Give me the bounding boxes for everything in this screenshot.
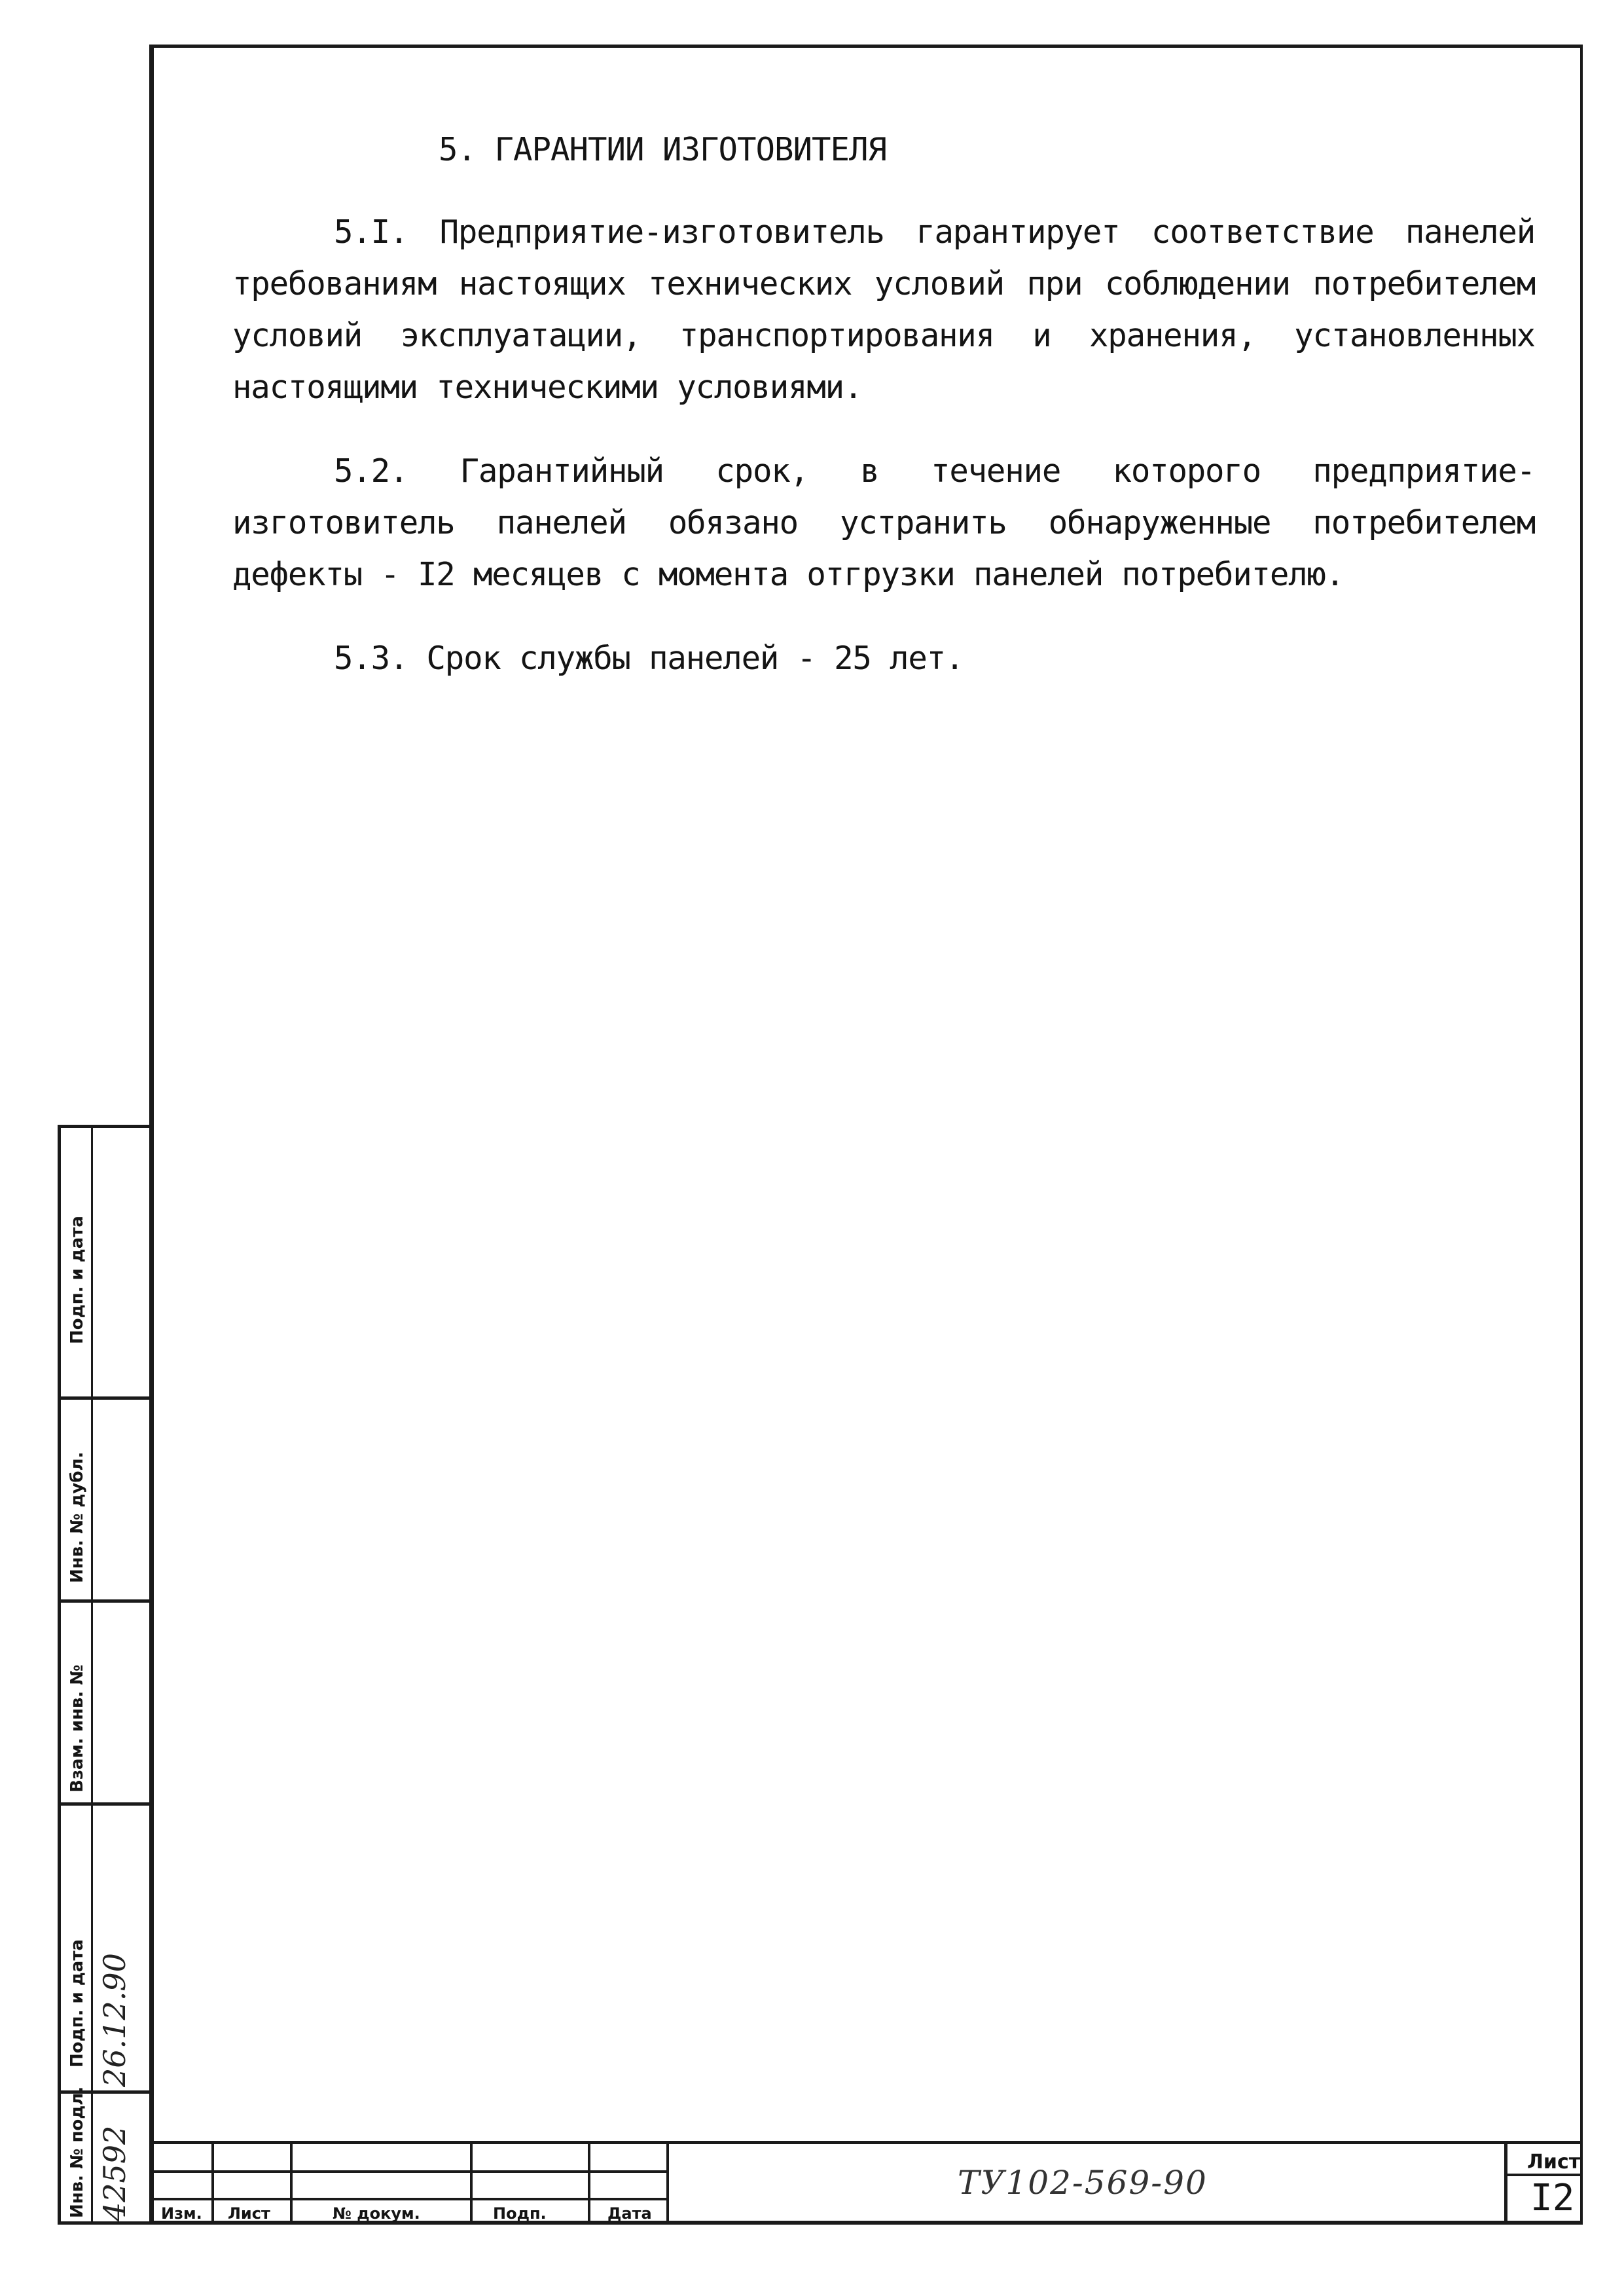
handwritten-date: 26.12.90 (97, 1953, 132, 2087)
tb-caption-date: Дата (607, 2204, 652, 2223)
side-label-sign-date-bottom: Подп. и дата (67, 1939, 87, 2068)
side-stamp-strip (58, 1125, 149, 2225)
sheet-label: Лист (1527, 2151, 1581, 2174)
section-heading: 5. ГАРАНТИИ ИЗГОТОВИТЕЛЯ (439, 131, 887, 168)
tb-divider (211, 2144, 214, 2225)
side-label-replace-inv: Взам. инв. № (67, 1664, 87, 1793)
tb-row-line (149, 2170, 666, 2173)
tb-divider (470, 2144, 473, 2225)
tb-caption-change: Изм. (161, 2204, 202, 2223)
side-label-dup-inv: Инв. № дубл. (67, 1451, 87, 1583)
document-code: ТУ102-569-90 (958, 2164, 1208, 2202)
side-cell-replace-inv (61, 1603, 149, 1806)
tb-caption-doc-number: № докум. (333, 2204, 420, 2223)
side-cell-orig-inv (61, 2086, 149, 2225)
tb-caption-sign: Подп. (493, 2204, 547, 2223)
side-cell-sign-date-bottom (61, 1806, 149, 2094)
side-label-sign-date-top: Подп. и дата (67, 1216, 87, 1344)
document-body (232, 131, 1535, 716)
side-cell-dup-inv (61, 1400, 149, 1603)
paragraph-5-3: 5.3. Срок службы панелей - 25 лет. (334, 640, 964, 677)
sheet-number: I2 (1530, 2177, 1575, 2219)
title-block (149, 2141, 1583, 2225)
side-label-orig-inv: Инв. № подл. (67, 2086, 87, 2218)
paragraph-5-2: 5.2. Гарантийный срок, в течение которого предприятие-изготовитель панелей обязано устранить обнаруженные потребителем дефекты - I2 месяцев с момента отгрузки панелей потребителю. (232, 452, 1535, 593)
tb-sheet-line (1504, 2174, 1583, 2176)
tb-divider (290, 2144, 293, 2225)
paragraph-5-1: 5.I. Предприятие-изготовитель гарантирует соответствие панелей требованиям настоящих технических условий при соблюдении потребителем условий эксплуатации, транспортирования и хранения, установленных настоящими техническими условиями. (232, 213, 1535, 406)
tb-caption-sheet: Лист (228, 2204, 270, 2223)
tb-divider (588, 2144, 590, 2225)
tb-divider (1504, 2144, 1507, 2225)
tb-divider (666, 2144, 669, 2225)
handwritten-inv-number: 42592 (97, 2125, 132, 2221)
side-cell-sign-date-top (61, 1128, 149, 1400)
tb-row-line (149, 2198, 666, 2200)
